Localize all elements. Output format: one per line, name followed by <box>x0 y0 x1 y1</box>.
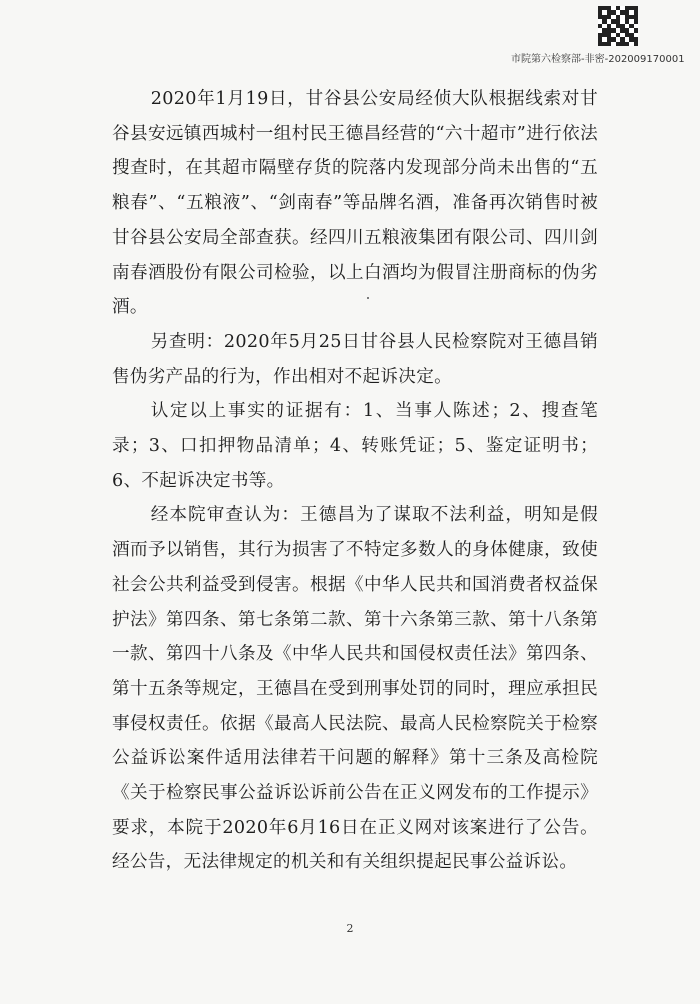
paragraph-evidence-list: 认定以上事实的证据有：1、当事人陈述；2、搜查笔录；3、口扣押物品清单；4、转账凭证；5、鉴定证明书；6、不起诉决定书等。 <box>112 401 598 491</box>
paragraph-review-opinion: 经本院审查认为：王德昌为了谋取不法利益，明知是假酒而予以销售，其行为损害了不特定多数人的身体健康，致使社会公共利益受到侵害。根据《中华人民共和国消费者权益保护法》第四条、第七条第二款、第十六条第三款、第十八条第一款、第四十八条及《中华人民共和国侵权责任法》第四条、第十五条等规定，王德昌在受到刑事处罚的同时，理应承担民事侵权责任。依据《最高人民法院、最高人民检察院关于检察公益诉讼案件适用法律若干问题的解释》第十三条及高检院《关于检察民事公益诉讼诉前公告在正义网发布的工作提示》要求，本院于2020年6月16日在正义网对该案进行了公告。经公告，无法律规定的机关和有关组织提起民事公益诉讼。 <box>112 505 598 873</box>
scan-speck <box>367 297 369 299</box>
page-number: 2 <box>346 922 354 935</box>
qr-code-icon <box>598 6 638 46</box>
paragraph-additional-finding: 另查明：2020年5月25日甘谷县人民检察院对王德昌销售伪劣产品的行为，作出相对不起诉决定。 <box>112 331 598 387</box>
document-stamp: 市院第六检察部-非密-202009170001 <box>511 54 685 65</box>
paragraph-search-seizure: 2020年1月19日，甘谷县公安局经侦大队根据线索对甘谷县安远镇西城村一组村民王德昌经营的“六十超市”进行依法搜查时，在其超市隔壁存货的院落内发现部分尚未出售的“五粮春”、“五粮液”、“剑南春”等品牌名酒，准备再次销售时被甘谷县公安局全部查获。经四川五粮液集团有限公司、四川剑南春酒股份有限公司检验，以上白酒均为假冒注册商标的伪劣酒。 <box>112 89 598 318</box>
body-text <box>112 82 598 880</box>
